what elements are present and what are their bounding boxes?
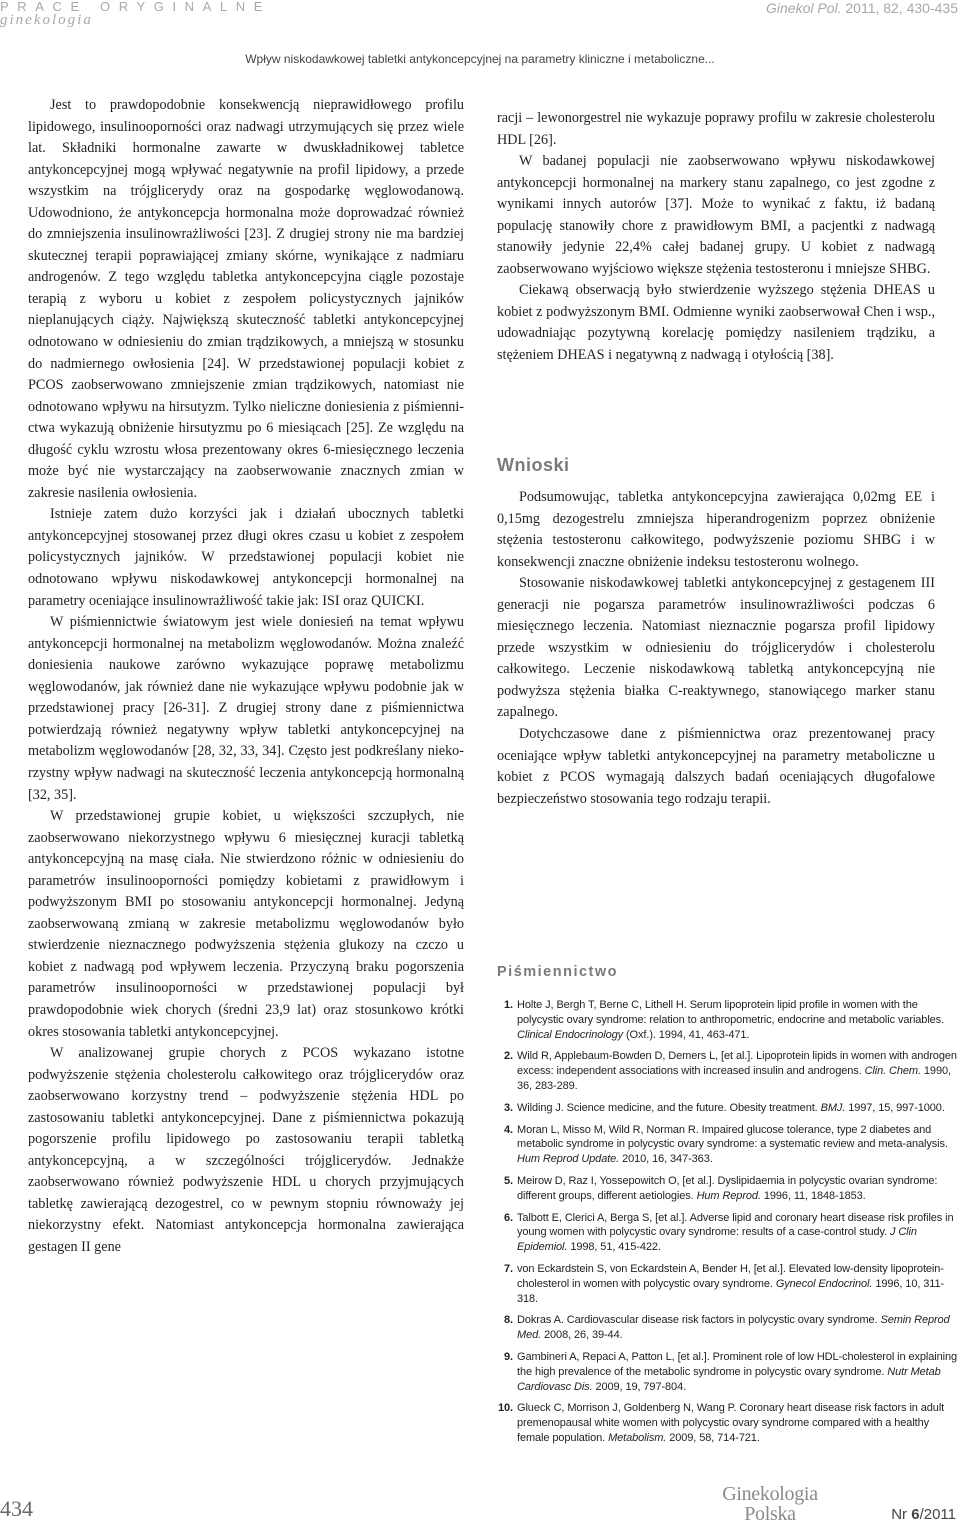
reference-journal: Metabolism. xyxy=(608,1431,667,1444)
reference-number: 2. xyxy=(504,1050,513,1063)
references-list xyxy=(497,998,960,1453)
paragraph: Dotychczasowe dane z piśmiennictwa oraz prezentowanej pracy oceniające wpływ tabletki antykoncepcyjnej na parametry metaboliczne u kobiet z PCOS wymagają dalszych badań oceniających długofalowe bezpieczeństwo stosowania tego rodzaju terapii. xyxy=(497,726,935,807)
paragraph: W analizowanej grupie chorych z PCOS wykazano istotne podwyższenie stężenia cholesterolu całkowitego oraz trójglicerydów oraz zaobserwowano korzystny trend – podwyższenie stężenia HDL po zastosowaniu tabletki antykoncepcyjnej. Dane z piśmiennictwa pokazują pogorszenie profilu lipidowego po zastosowaniu terapii tabletką antykoncepcyjną, a w szczególności trójglicerydów. Jednakże zaobserwowano również podwyższenie HDL u chorych przyjmujących tabletkę zawierającą dezogestrel, co w pewnym stopniu równoważy jej niekorzystny efekt. Natomiast antykoncepcja hormonalna zawierająca gestagen II gene xyxy=(28,1045,464,1255)
reference-details: 1997, 15, 997-1000. xyxy=(845,1101,945,1114)
reference-item xyxy=(497,1262,960,1306)
paragraph: W piśmiennictwie światowym jest wiele doniesień na temat wpływu antykoncepcji hormonalnej na metabolizm węglowodanów. Można znaleźć doniesienia naukowe zarówno wykazujące poprawę metabolizmu węglowodanów, jak również dane nie wykazujące wpływu podobnie jak w przedstawionej pracy [26-31]. Z drugiej strony dane z piśmiennictwa potwierdzają również negatywny wpływ tabletki antykoncepcyjnej na metabolizm węglowodanów [28, 32, 33, 34]. Często jest podkreślany niekorzystny wpływ nadwagi na skuteczność leczenia antykoncepcją hormonalną [32, 35]. xyxy=(28,614,464,803)
reference-journal: Nutr Metab Cardiovasc Dis. xyxy=(517,1365,941,1393)
running-title: Wpływ niskodawkowej tabletki antykoncepcyjnej na parametry kliniczne i metaboliczne... xyxy=(245,52,715,66)
paragraph: Podsumowując, tabletka antykoncepcyjna zawierająca 0,02mg EE i 0,15mg dezogestrelu zmniejsza hiperandrogenizm poprzez obniżenie stężenia testosteronu całkowitego, podwyższenie poziomu SHBG i w konsekwencji znaczne obniżenie indeksu testosteronu wolnego. xyxy=(497,489,935,570)
conclusions-heading: Wnioski xyxy=(497,455,570,475)
reference-journal: Hum Reprod. xyxy=(696,1189,761,1202)
paragraph: W badanej populacji nie zaobserwowano wpływu niskodawkowej antykoncepcji hormonalnej na markery stanu zapalnego, co jest zgodne z wynikami innych autorów [37]. Może to wynikać z faktu, iż badaną populację stanowiły chore z prawidłowym BMI, a pacjentki z nadwagą stanowiły jedynie 22,4% całej badanej grupy. U kobiet z nadwagą zaobserwowano wyjściowo większe stężenia testosteronu i mniejsze SHBG. xyxy=(497,153,935,277)
reference-number: 7. xyxy=(504,1262,513,1275)
reference-text: Glueck C, Morrison J, Goldenberg N, Wang P. Coronary heart disease risk factors in adult premenopausal white women with polycystic ovary syndrome compared with a healthy female population. xyxy=(517,1402,945,1444)
citation-details: 2011, 82, 430-435 xyxy=(841,0,958,16)
page-number: 434 xyxy=(0,1496,33,1521)
reference-details: 1998, 51, 415-422. xyxy=(567,1241,661,1254)
reference-journal: Clin. Chem. xyxy=(864,1065,921,1078)
issue-number xyxy=(891,1506,956,1524)
reference-number: 3. xyxy=(504,1101,513,1114)
reference-text: Talbott E, Clerici A, Berga S, [et al.]. Adverse lipid and coronary heart disease risk profiles in young women with polycystic ovary syndrome: results of a case-control study. xyxy=(517,1211,954,1239)
reference-item xyxy=(497,1174,960,1204)
reference-item xyxy=(497,1211,960,1255)
journal-name: ginekologia xyxy=(0,12,93,28)
reference-details: (Oxf.). 1994, 41, 463-471. xyxy=(623,1028,750,1041)
reference-item xyxy=(497,1350,960,1394)
reference-details: 2008, 26, 39-44. xyxy=(541,1329,623,1342)
reference-text: Dokras A. Cardiovascular disease risk factors in polycystic ovary syndrome. xyxy=(517,1314,881,1327)
reference-item xyxy=(497,998,960,1042)
reference-journal: Semin Reprod Med. xyxy=(517,1314,950,1342)
reference-journal: Hum Reprod Update. xyxy=(517,1153,620,1166)
reference-item xyxy=(497,1401,960,1445)
reference-text: Gambineri A, Repaci A, Patton L, [et al.]. Prominent role of low HDL-cholesterol in explaining the high prevalence of the metabolic syndrome in polycystic ovary syndrome. xyxy=(517,1350,957,1378)
paragraph: racji – lewonorgestrel nie wykazuje poprawy profilu w zakresie cholesterolu HDL [26]. xyxy=(497,110,935,148)
reference-details: 2009, 19, 797-804. xyxy=(592,1380,687,1393)
issue-prefix: Nr xyxy=(891,1506,912,1523)
reference-text: Holte J, Bergh T, Berne C, Lithell H. Serum lipoprotein lipid profile in women with the polycystic ovary syndrome: relation to anthropometric, endocrine and metabolic variables. xyxy=(517,999,945,1026)
reference-details: 1996, 10, 311-318. xyxy=(517,1277,945,1305)
left-column xyxy=(28,95,464,1259)
journal-citation xyxy=(766,0,958,16)
reference-number: 4. xyxy=(504,1123,513,1136)
reference-number: 9. xyxy=(504,1350,513,1363)
reference-number: 10. xyxy=(498,1402,513,1415)
reference-details: 2010, 16, 347-363. xyxy=(619,1153,713,1166)
reference-details: 1996, 11, 1848-1853. xyxy=(760,1189,866,1202)
reference-text: Wild R, Applebaum-Bowden D, Demers L, [et al.]. Lipoprotein lipids in women with androgen excess: independent associations with increased insulin and androgens. xyxy=(517,1050,957,1078)
reference-number: 6. xyxy=(504,1211,513,1224)
paragraph: Jest to prawdopodobnie konsekwencją nieprawidłowego profilu lipidowego, insulinooporności oraz nadwagi utrzymujących się przez wiele lat. Składniki hormonalne zawarte w dwuskładnikowej tabletce antykoncepcyjnej mogą wpływać negatywnie na profil lipidowy, a przede wszystkim na trójglicerydy oraz na gospodarkę węglowodanową. Udowodniono, że antykoncepcja hormonalna może doprowadzać również do zmniejszenia insulinowrażliwości [23]. Z drugiej strony nie ma bardziej skutecznej terapii poprawiającej zmiany skórne, wynikające z nadmiaru androgenów. Z tego względu tabletka antykoncepcyjna ciągle pozostaje terapią z wyboru u kobiet z zespołem policystycznych jajników nieplanujących ciąży. Największą skuteczność tabletki antykoncepcyjnej odnotowano w odniesieniu do zmian trądzikowych, a mniejszą w stosunku do nadmiernego owłosienia [24]. W przedstawionej populacji kobiet z PCOS zaobserwowano zmniejszenie zmian trądzikowych, natomiast nie odnotowano wpływu na hirsutyzm. Tylko nieliczne doniesienia z piśmiennictwa wykazują obniżenie hirsutyzmu po 6 miesiącach [25]. Ze względu na długość cyklu wzrostu włosa prezentowany okres 6-miesięcznego leczenia może być nie wystarczający na zaobserwowanie znacznych zmian w zakresie nasilenia owłosienia. xyxy=(28,97,464,501)
reference-text: von Eckardstein S, von Eckardstein A, Bender H, [et al.]. Elevated low-density lipoprotein-cholesterol in women with polycystic ovary syndrome. xyxy=(517,1262,944,1290)
reference-number: 5. xyxy=(504,1174,513,1187)
references-heading: Piśmiennictwo xyxy=(497,964,619,980)
conclusions-body xyxy=(497,487,935,810)
paragraph: W przedstawionej grupie kobiet, u większości szczupłych, nie zaobserwowano niekorzystnego wpływu 6 miesięcznej kuracji tabletką antykoncepcyjną na masę ciała. Nie stwierdzono różnic w odniesieniu do parametrów insulinooporności pomiędzy kobietami z prawidłowym i podwyższonym BMI po stosowaniu antykoncepcji hormonalnej. Jedyną zaobserwowaną zmianą w zakresie metabolizmu węglowodanów było stwierdzenie nieznacznego podwyższenia stężenia glukozy na czczo u kobiet z nadwagą pod wpływem leczenia. Przyczyną braku pogorszenia parametrów insulinooporności w przedstawionej populacji był prawdopodobnie wiek chorych (średni 23,9 lat) oraz stosunkowo krótki okres stosowania tabletki antykoncepcyjnej. xyxy=(28,808,464,1040)
reference-item xyxy=(497,1313,960,1343)
reference-journal: Gynecol Endocrinol. xyxy=(775,1277,873,1290)
paragraph: Stosowanie niskodawkowej tabletki antykoncepcyjnej z gestagenem III generacji nie pogarsza parametrów insulinowrażliwości podczas 6 miesięcznego leczenia. Natomiast nieznacznie pogarsza profil lipidowy przede wszystkim w odniesieniu do trójglicerydów i cholesterolu całkowitego. Leczenie niskodawkową tabletką antykoncepcyjną nie podwyższa stężenia białka C-reaktywnego, stanowiącego marker stanu zapalnego. xyxy=(497,575,935,721)
reference-number: 8. xyxy=(504,1314,513,1327)
paragraph: Ciekawą obserwacją było stwierdzenie wyższego stężenia DHEAS u kobiet z podwyższonym BMI. Odmienne wyniki zaobserwował Chen i wsp., udowadniając pozytywną korelację pomiędzy nasileniem trądziku, a stężeniem DHEAS i negatywną z nadwagą i otyłością [38]. xyxy=(497,282,935,364)
logo-line: Ginekologia xyxy=(722,1483,818,1505)
citation-journal: Ginekol Pol. xyxy=(766,0,842,16)
logo-line: Polska xyxy=(744,1503,796,1525)
reference-item xyxy=(497,1123,960,1167)
reference-details: 1990, 36, 283-289. xyxy=(517,1065,951,1092)
reference-details: 2009, 58, 714-721. xyxy=(666,1431,760,1444)
journal-logo xyxy=(711,1484,829,1524)
reference-journal: J Clin Epidemiol. xyxy=(517,1226,917,1254)
reference-number: 1. xyxy=(504,999,513,1011)
reference-journal: Clinical Endocrinology xyxy=(517,1028,624,1041)
reference-text: Meirow D, Raz I, Yossepowitch O, [et al.]. Dyslipidaemia in polycystic ovarian syndrome: different groups, different aetiologies. xyxy=(517,1174,938,1202)
right-column xyxy=(497,108,935,367)
issue-year: /2011 xyxy=(919,1506,956,1523)
reference-text: Moran L, Misso M, Wild R, Norman R. Impaired glucose tolerance, type 2 diabetes and metabolic syndrome in polycystic ovary syndrome: a systematic review and meta-analysis. xyxy=(517,1123,948,1151)
reference-item xyxy=(497,1049,960,1093)
reference-item xyxy=(497,1101,960,1116)
issue-value: 6 xyxy=(911,1506,920,1523)
reference-journal: BMJ. xyxy=(820,1101,846,1114)
reference-text: Wilding J. Science medicine, and the future. Obesity treatment. xyxy=(517,1101,821,1114)
section-label: PRACE ORYGINALNE xyxy=(0,0,272,14)
paragraph: Istnieje zatem dużo korzyści jak i działań ubocznych tabletki antykoncepcyjnej stosowanej przez długi okres czasu u kobiet z zespołem policystycznych jajników. W przedstawionej populacji kobiet nie odnotowano wpływu niskodawkowej antykoncepcji hormonalnej na parametry oceniające insulinowrażliwość takie jak: ISI oraz QUICKI. xyxy=(28,506,464,609)
